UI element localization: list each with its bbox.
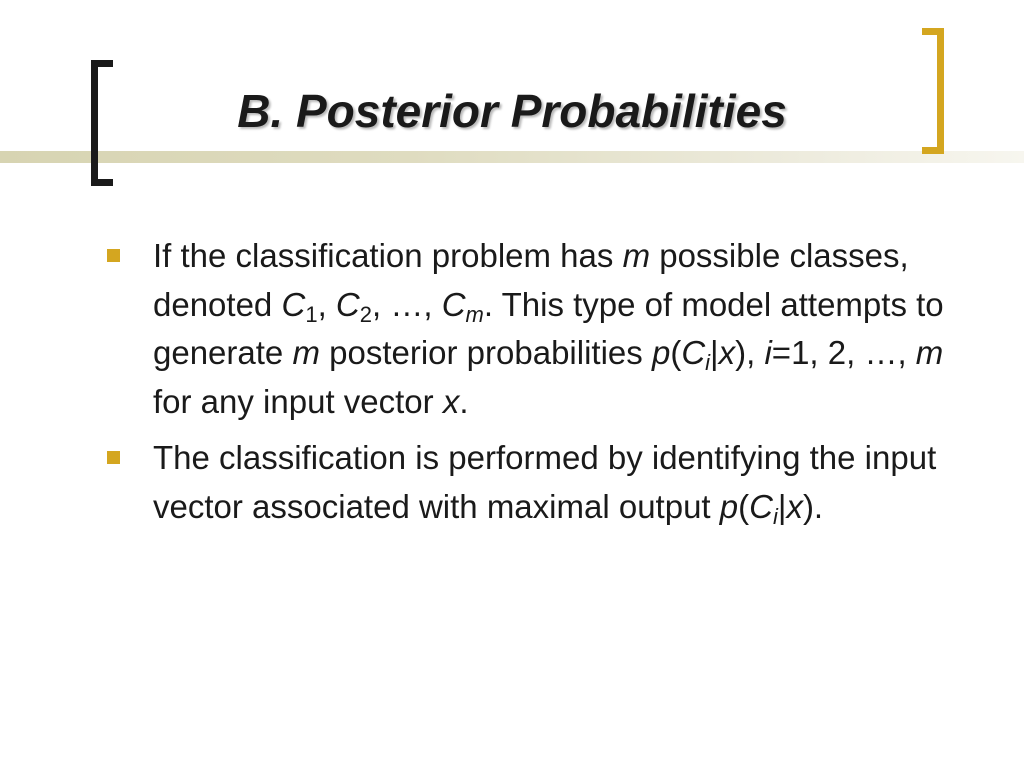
math-subscript: i bbox=[772, 503, 778, 529]
math-subscript: 2 bbox=[359, 301, 372, 327]
math-var: x bbox=[786, 487, 803, 525]
text-run: , bbox=[317, 285, 336, 323]
text-run: ( bbox=[738, 487, 750, 525]
math-var: C bbox=[681, 334, 706, 371]
slide-title: B. Posterior Probabilities bbox=[237, 85, 787, 137]
text-run: =1, 2, …, bbox=[771, 334, 916, 371]
text-run: , …, bbox=[372, 285, 442, 323]
text-run: possible classes, denoted bbox=[153, 237, 909, 323]
math-subscript: 1 bbox=[305, 301, 318, 327]
text-run: posterior probabilities bbox=[319, 334, 652, 371]
math-var: p bbox=[719, 487, 739, 525]
math-var: C bbox=[441, 285, 466, 323]
text-run: . bbox=[459, 382, 469, 420]
math-var: m bbox=[622, 237, 651, 274]
text-run: ). bbox=[802, 487, 824, 525]
math-var: C bbox=[281, 285, 306, 323]
text-run: ( bbox=[670, 334, 682, 371]
math-var: x bbox=[718, 334, 736, 371]
text-run: | bbox=[777, 487, 787, 525]
text-run: | bbox=[710, 334, 719, 371]
text-run: ), bbox=[735, 334, 765, 371]
math-var: C bbox=[335, 285, 360, 323]
square-bullet-icon bbox=[107, 249, 120, 262]
math-var: m bbox=[915, 334, 944, 371]
text-run: The classification is performed by identifying the input vector associated with maximal output bbox=[153, 439, 937, 525]
math-subscript: m bbox=[465, 301, 484, 327]
math-var: C bbox=[749, 487, 773, 525]
bullet-list bbox=[103, 232, 983, 539]
text-run: for any input vector bbox=[153, 382, 443, 420]
title-underline-band bbox=[0, 151, 1024, 163]
bullet-item-1 bbox=[103, 232, 983, 426]
math-var: x bbox=[442, 382, 460, 420]
square-bullet-icon bbox=[107, 451, 120, 464]
math-var: p bbox=[651, 334, 671, 371]
text-run: If the classification problem has bbox=[153, 237, 623, 274]
math-var: i bbox=[764, 334, 772, 371]
text-run: . This type of model attempts to generate bbox=[153, 285, 944, 371]
math-subscript: i bbox=[705, 350, 711, 375]
math-var: m bbox=[292, 334, 320, 371]
bullet-item-2 bbox=[103, 434, 983, 531]
